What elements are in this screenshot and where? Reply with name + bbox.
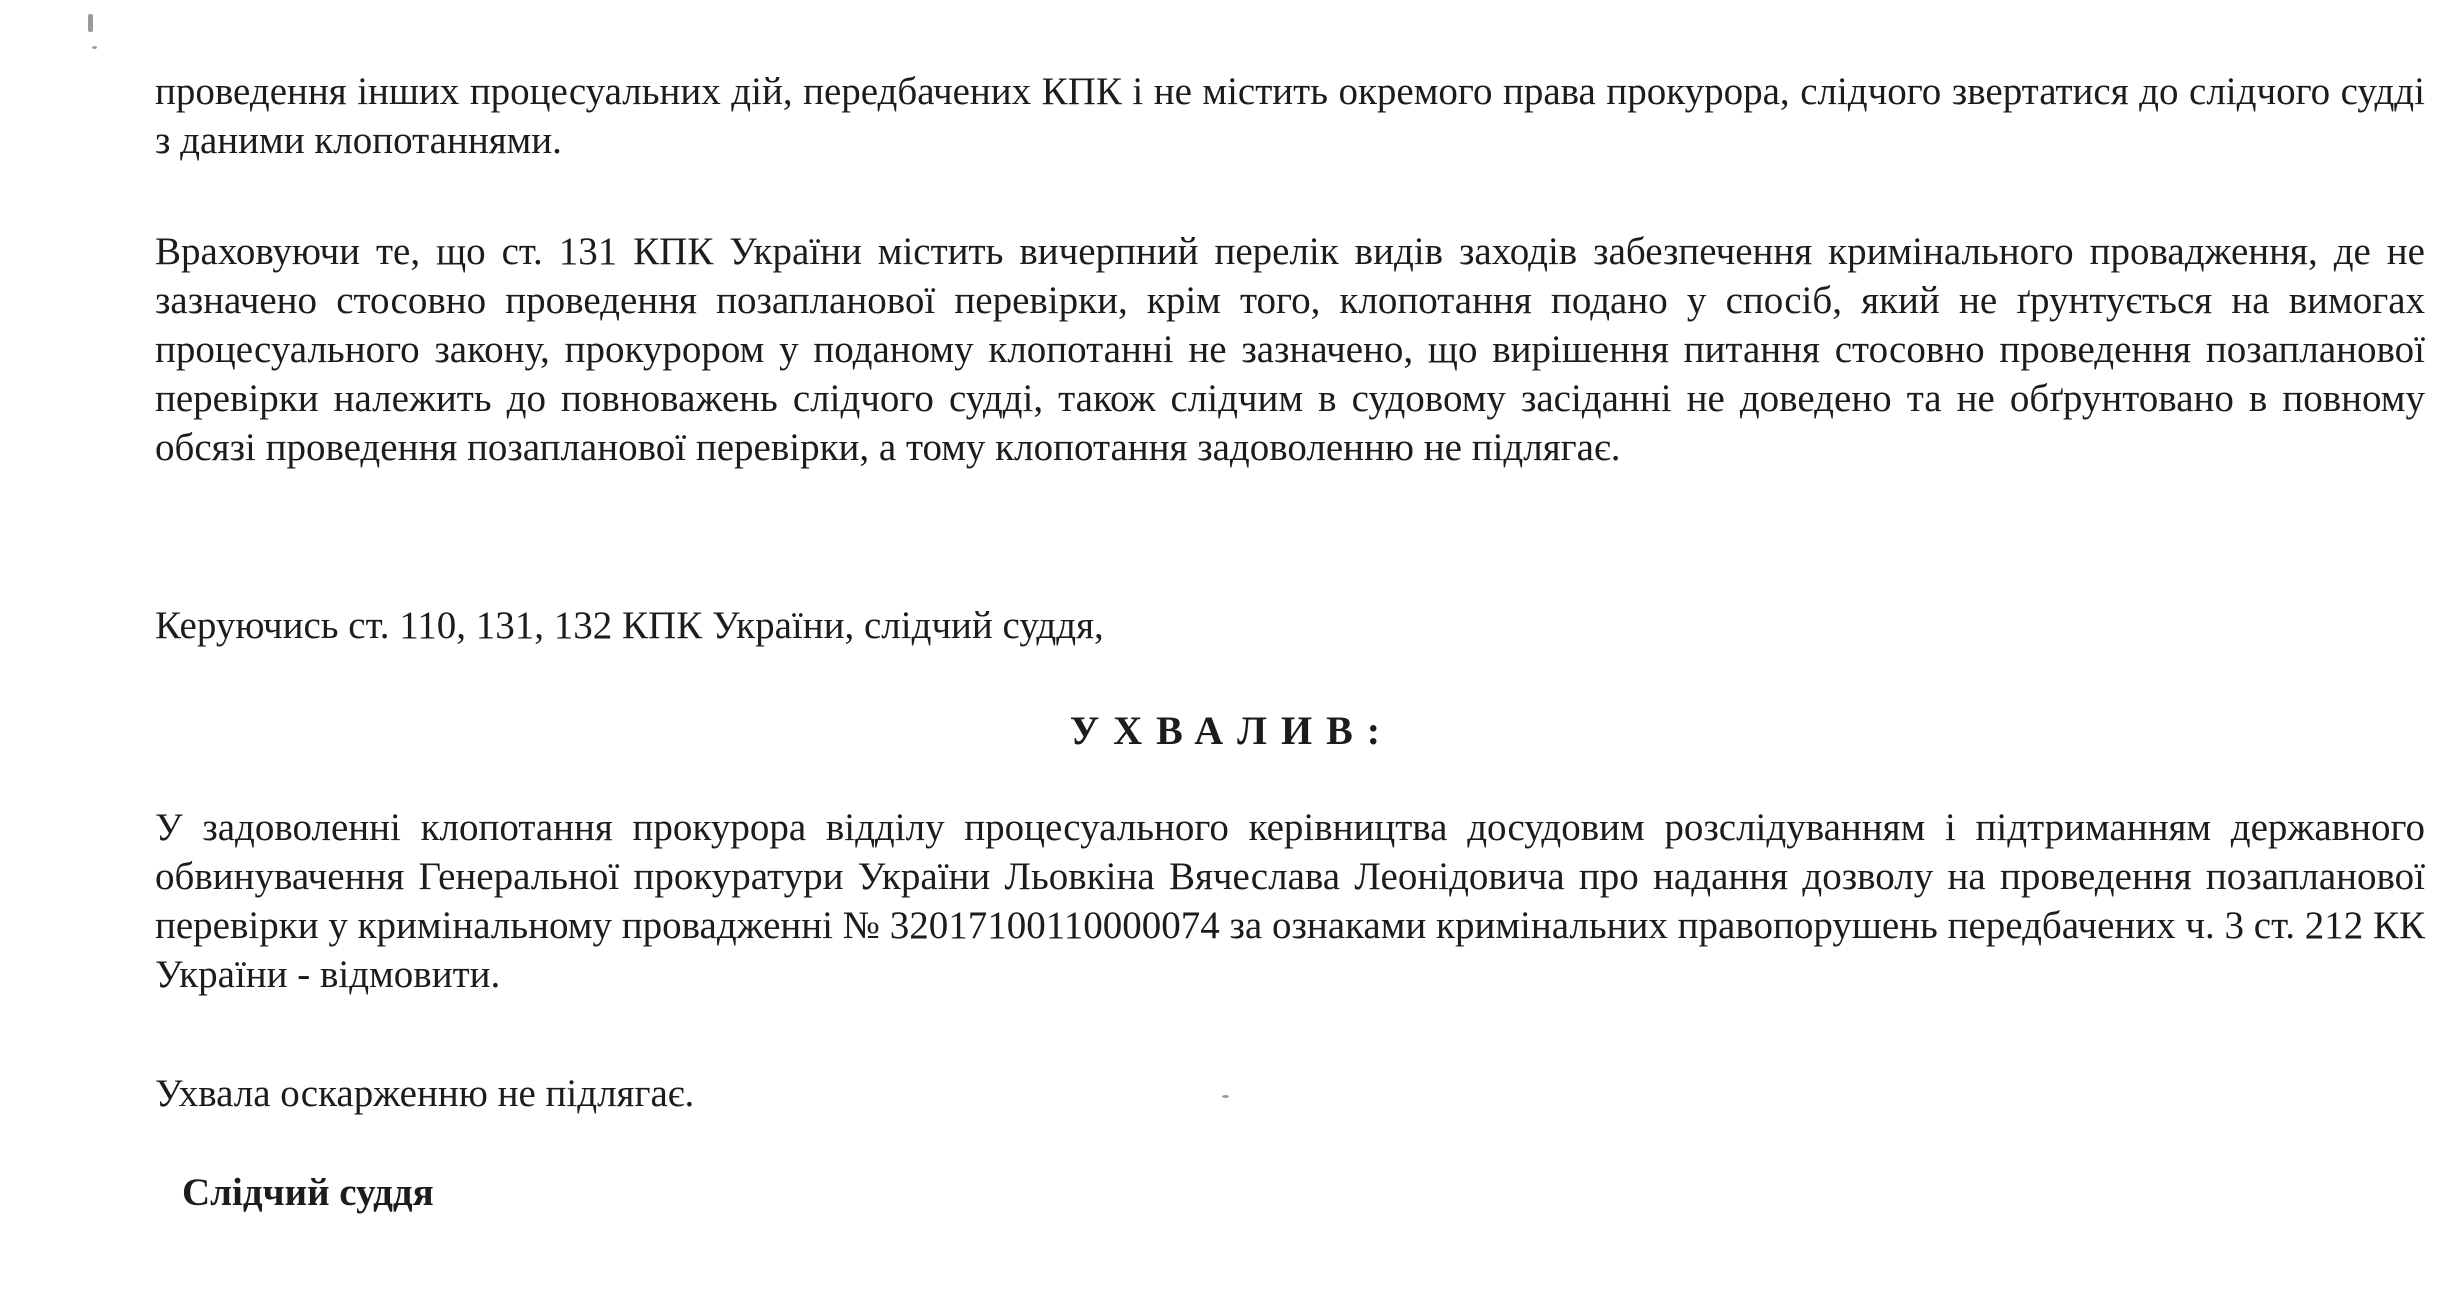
paragraph-appeal-note: Ухвала оскарженню не підлягає.	[155, 1072, 695, 1115]
ruling-heading: УХВАЛИВ:	[1069, 708, 1395, 753]
scan-artifact-dot	[92, 46, 97, 49]
paragraph-legal-basis: Керуючись ст. 110, 131, 132 КПК України, слідчий суддя,	[155, 604, 1104, 647]
signature-label: Слідчий суддя	[182, 1171, 434, 1214]
paragraph-ruling-decision: У задоволенні клопотання прокурора відділу процесуального керівництва досудовим розслідуванням і підтриманням державного обвинувачення Генеральної прокуратури України Льовкіна Вячеслава Леонідовича про надання дозволу на проведення позапланової перевірки у кримінальному провадженні № 32017100110000074 за ознаками кримінальних правопорушень передбачених ч. 3 ст. 212 КК України - відмовити.	[155, 806, 2425, 996]
scan-artifact-mark	[88, 14, 93, 32]
paragraph-procedural-actions: проведення інших процесуальних дій, передбачених КПК і не містить окремого права прокурора, слідчого звертатися до слідчого судді з даними клопотаннями.	[155, 70, 2425, 162]
paragraph-reasoning: Враховуючи те, що ст. 131 КПК України містить вичерпний перелік видів заходів забезпечення кримінального провадження, де не зазначено стосовно проведення позапланової перевірки, крім того, клопотання подано у спосіб, який не ґрунтується на вимогах процесуального закону, прокурором у поданому клопотанні не зазначено, що вирішення питання стосовно проведення позапланової перевірки належить до повноважень слідчого судді, також слідчим в судовому засіданні не доведено та не обґрунтовано в повному обсязі проведення позапланової перевірки, а тому клопотання задоволенню не підлягає.	[155, 230, 2425, 469]
